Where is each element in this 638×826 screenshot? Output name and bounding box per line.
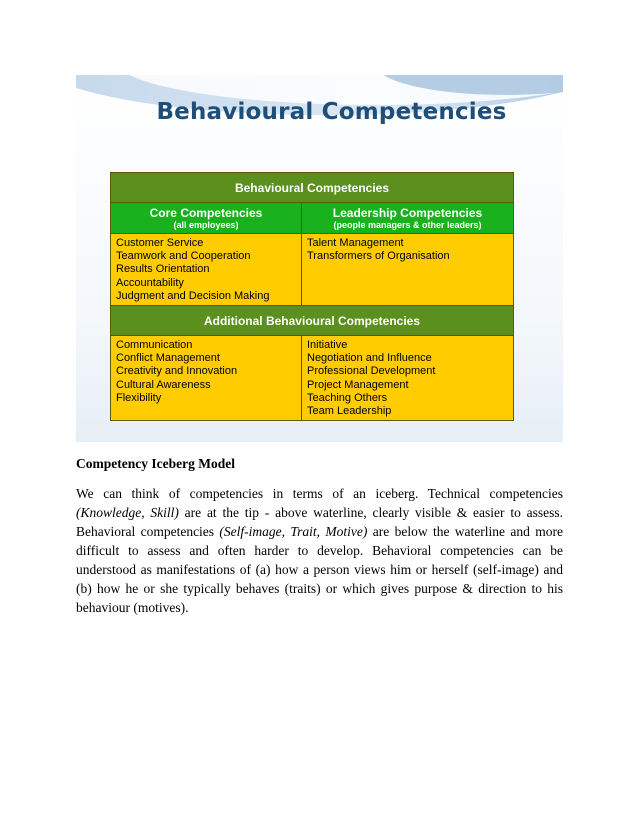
- leadership-title: Leadership Competencies: [332, 205, 483, 220]
- paragraph-italic: (Knowledge, Skill): [76, 505, 179, 520]
- slide-image: [76, 75, 563, 442]
- list-item: Conflict Management: [116, 352, 220, 365]
- list-item: Customer Service: [116, 237, 204, 249]
- core-subtitle: (all employees): [173, 219, 239, 230]
- paragraph-text: are at the tip - above waterline, clearly visible & easier to assess. Behavioral competencies: [76, 505, 563, 539]
- list-item: Accountability: [116, 276, 184, 289]
- leadership-competencies-header: [302, 203, 514, 234]
- list-item: Flexibility: [116, 391, 162, 404]
- paragraph-text: are below the waterline and more difficult to assess and often harder to develop. Behavioral competencies can be understood as manifestations of (a) how a person views him or herself (self-image) and (b) how he or she typically behaves (traits) or which gives purpose & direction to his behaviour (motives).: [76, 524, 563, 615]
- list-item: Creativity and Innovation: [116, 365, 238, 378]
- list-item: Negotiation and Influence: [307, 352, 432, 365]
- document-body: [76, 456, 563, 617]
- table-header: Behavioural Competencies: [111, 173, 514, 203]
- list-item: Judgment and Decision Making: [116, 289, 270, 302]
- leadership-subtitle: (people managers & other leaders): [333, 219, 482, 230]
- list-item: Professional Development: [307, 365, 436, 378]
- slide-title: Behavioural Competencies: [156, 99, 507, 125]
- leadership-items-cell: [302, 234, 514, 306]
- list-item: Initiative: [307, 339, 348, 352]
- list-item: Team Leadership: [307, 405, 392, 418]
- list-item: Teamwork and Cooperation: [116, 250, 251, 263]
- list-item: Results Orientation: [116, 263, 210, 276]
- paragraph-italic: (Self-image, Trait, Motive): [219, 524, 368, 539]
- core-competencies-header: [111, 203, 302, 234]
- additional-right-cell: [302, 336, 514, 421]
- core-title: Core Competencies: [149, 205, 263, 220]
- list-item: Transformers of Organisation: [307, 250, 450, 263]
- section-paragraph: [76, 484, 563, 617]
- section-heading: Competency Iceberg Model: [76, 456, 235, 471]
- list-item: Project Management: [307, 378, 409, 391]
- list-item: Cultural Awareness: [116, 378, 211, 391]
- competency-table: [110, 172, 514, 421]
- list-item: Talent Management: [307, 237, 404, 249]
- list-item: Communication: [116, 339, 193, 352]
- paragraph-text: We can think of competencies in terms of an iceberg. Technical competencies: [76, 486, 563, 501]
- list-item: Teaching Others: [307, 391, 388, 404]
- additional-left-cell: [111, 336, 302, 421]
- core-items-cell: [111, 234, 302, 306]
- additional-header: Additional Behavioural Competencies: [111, 306, 514, 336]
